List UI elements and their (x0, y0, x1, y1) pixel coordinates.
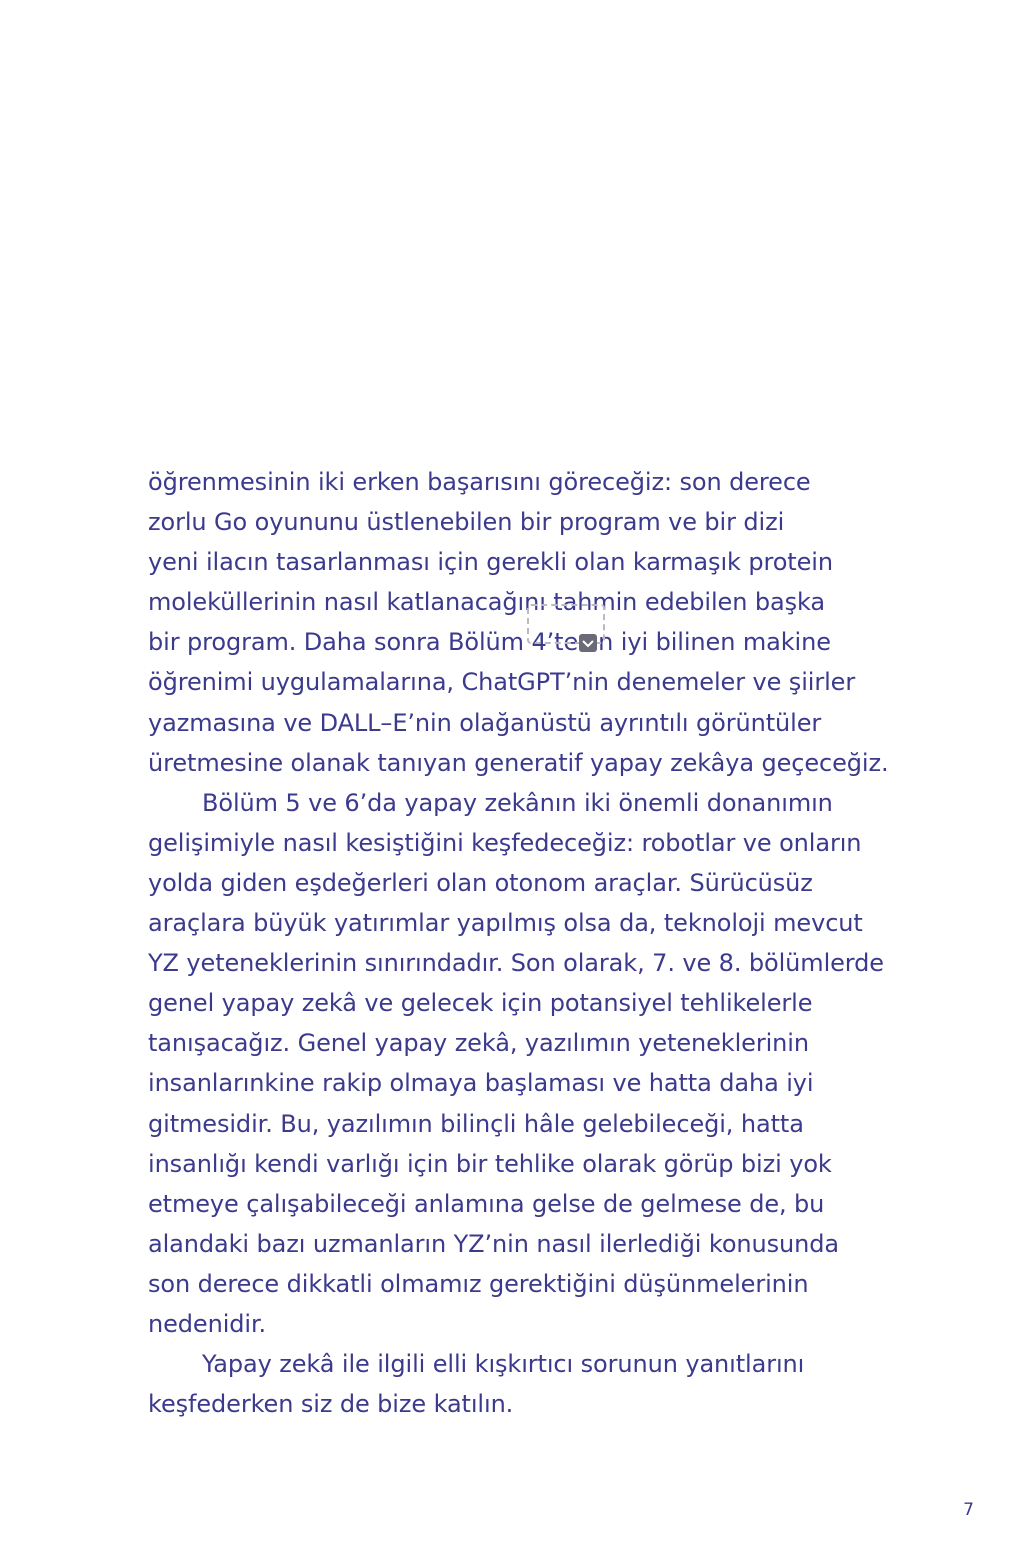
text-line: yolda giden eşdeğerleri olan otonom araçlar. Sürücüsüz (148, 868, 813, 897)
text-line-with-selection (148, 622, 908, 662)
text-line: gelişimiyle nasıl kesiştiğini keşfedeceğiz: robotlar ve onların (148, 828, 862, 857)
text-line: insanlığı kendi varlığı için bir tehlike olarak görüp bizi yok (148, 1149, 832, 1178)
text-line: araçlara büyük yatırımlar yapılmış olsa da, teknoloji mevcut (148, 909, 863, 938)
text-line: son derece dikkatli olmamız gerektiğini düşünmelerinin (148, 1269, 809, 1298)
text-line: genel yapay zekâ ve gelecek için potansiyel tehlikelerle (148, 989, 813, 1018)
text-line: alandaki bazı uzmanların YZ’nin nasıl ilerlediği konusunda (148, 1229, 840, 1258)
text-line-paragraph-start: Yapay zekâ ile ilgili elli kışkırtıcı sorunun yanıtlarını (202, 1350, 805, 1379)
text-line-paragraph-start: Bölüm 5 ve 6’da yapay zekânın iki önemli donanımın (202, 788, 833, 817)
text-line: yazmasına ve DALL–E’nin olağanüstü ayrıntılı görüntüler (148, 708, 822, 737)
text-line: yeni ilacın tasarlanması için gerekli olan karmaşık protein (148, 548, 833, 577)
text-segment: n iyi bilinen makine (598, 628, 831, 657)
dropdown-check-icon[interactable] (579, 634, 597, 652)
text-line: insanlarınkine rakip olmaya başlaması ve hatta daha iyi (148, 1069, 814, 1098)
text-segment: bir program. Daha sonra Bölüm (148, 628, 532, 657)
text-line: nedenidir. (148, 1309, 267, 1338)
body-text (148, 462, 908, 1424)
text-line: öğrenimi uygulamalarına, ChatGPT’nin denemeler ve şiirler (148, 668, 856, 697)
text-line: keşfederken siz de bize katılın. (148, 1390, 514, 1419)
text-line: moleküllerinin nasıl katlanacağını tahmin edebilen başka (148, 588, 825, 617)
page-number: 7 (963, 1500, 974, 1520)
text-line: tanışacağız. Genel yapay zekâ, yazılımın yeteneklerinin (148, 1029, 809, 1058)
text-line: zorlu Go oyununu üstlenebilen bir program ve bir dizi (148, 508, 785, 537)
text-line: gitmesidir. Bu, yazılımın bilinçli hâle gelebileceği, hatta (148, 1109, 804, 1138)
text-line: etmeye çalışabileceği anlamına gelse de gelmese de, bu (148, 1189, 825, 1218)
selected-text[interactable]: 4’te (531, 628, 579, 657)
text-line: öğrenmesinin iki erken başarısını göreceğiz: son derece (148, 468, 811, 496)
text-line: üretmesine olanak tanıyan generatif yapay zekâya geçeceğiz. (148, 748, 889, 777)
text-line: YZ yeteneklerinin sınırındadır. Son olarak, 7. ve 8. bölümlerde (148, 949, 884, 978)
text-selection[interactable] (531, 622, 598, 662)
